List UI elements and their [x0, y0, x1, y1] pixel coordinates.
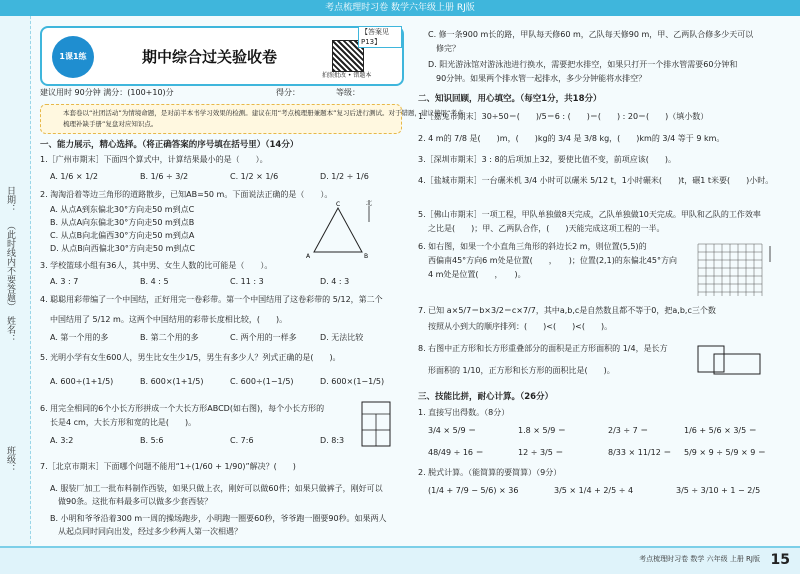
- grade-field: 等级：: [336, 88, 360, 97]
- tip-line-1: 本套卷以“社团活动”为情境命题，是对前半本书学习效果的检测。建议在用“考点梳理册兼题本”复习后进行测试。对于错题，建议使用“考点: [63, 109, 464, 117]
- step-calc-item: 3/5 ÷ 3/10 + 1 − 2/5: [676, 486, 761, 495]
- date-label: 日期：: [5, 186, 15, 213]
- page-title: 期中综合过关验收卷: [142, 48, 278, 66]
- fill-q6-line-1: 6. 如右图，如果一个小直角三角形的斜边长2 m，则位置(5,5)的: [418, 242, 647, 251]
- answer-tag: 【答案见P13】: [358, 26, 402, 48]
- q2-opt-b[interactable]: B. 从点A向东偏北30°方向走50 m到点B: [50, 218, 195, 227]
- footer-text: 考点梳理时习卷 数学 六年级 上册 RJ版: [639, 555, 760, 563]
- q2-opt-d[interactable]: D. 从点B向西偏北30°方向走50 m到点C: [50, 244, 196, 253]
- q3-text: 3. 学校篮球小组有36人，其中男、女生人数的比可能是（ ）。: [40, 261, 273, 270]
- q7-opt-c-cont: 修完？: [436, 44, 460, 53]
- q4-opt-c[interactable]: C. 两个用的一样多: [230, 333, 297, 342]
- q5-text: 5. 光明小学有女生600人，男生比女生少1/5，男生有多少人？列式正确的是( )。: [40, 353, 341, 362]
- triangle-diagram: [306, 200, 376, 260]
- calc-item: 12 ÷ 3/5 ＝: [518, 448, 564, 457]
- header-box: [40, 26, 404, 86]
- q7-opt-a-cont: 做90条。这批布料最多可以做多少套西装？: [58, 497, 213, 506]
- q7-opt-a[interactable]: A. 服装厂加工一批布料制作西装，如果只做上衣，刚好可以做60件；如果只做裤子，刚好可以: [50, 484, 383, 493]
- q2-text: 2. 淘淘沿着等边三角形的道路散步，已知AB=50 m。下面说法正确的是（ ）。: [40, 190, 333, 199]
- q4-opt-a[interactable]: A. 第一个用的多: [50, 333, 109, 342]
- north-label: 北: [366, 200, 373, 207]
- svg-text:A: A: [306, 253, 311, 260]
- calc-item: 3/4 × 5/9 ＝: [428, 426, 477, 435]
- q5-opt-b[interactable]: B. 600×(1+1/5): [140, 377, 204, 386]
- q2-opt-a[interactable]: A. 从点A到东偏北30°方向走50 m到点C: [50, 205, 195, 214]
- page-number: 15: [770, 552, 790, 568]
- step-calc-item: (1/4 + 7/9 − 5/6) × 36: [428, 486, 519, 495]
- q7-opt-c[interactable]: C. 修一条900 m长的路，甲队每天修60 m，乙队每天修90 m，甲、乙两队合修多少天可以: [428, 30, 754, 39]
- fill-q7-line-1: 7. 已知 a×5/7＝b×3/2＝c×7/7，其中a,b,c是自然数且都不等于0，把a,b,c三个数: [418, 306, 716, 315]
- step-calc-item: 3/5 × 1/4 + 2/5 ÷ 4: [554, 486, 634, 495]
- q3-opt-b[interactable]: B. 4 : 5: [140, 277, 169, 286]
- calc-q2-title: 2. 脱式计算。（能简算的要简算）（9分）: [418, 468, 562, 477]
- top-banner: 考点梳理时习卷 数学六年级上册 RJ版: [0, 0, 800, 16]
- fill-q3: 3.［深圳市期末］3 : 8的后项加上32，要使比值不变，前项应该( )。: [418, 155, 677, 164]
- q1-opt-a[interactable]: A. 1/6 × 1/2: [50, 172, 98, 181]
- q1-opt-c[interactable]: C. 1/2 × 1/6: [230, 172, 279, 181]
- q4-opt-d[interactable]: D. 无法比较: [320, 333, 364, 342]
- left-binding-strip: [0, 16, 31, 574]
- q4-opt-b[interactable]: B. 第二个用的多: [140, 333, 199, 342]
- q6-opt-b[interactable]: B. 5:6: [140, 436, 164, 445]
- calc-item: 1.8 × 5/9 ＝: [518, 426, 566, 435]
- calc-item: 1/6 + 5/6 × 3/5 ＝: [684, 426, 757, 435]
- name-label: 姓名：: [5, 316, 15, 343]
- q6-opt-a[interactable]: A. 3:2: [50, 436, 74, 445]
- q3-opt-a[interactable]: A. 3 : 7: [50, 277, 79, 286]
- rectangle-diagram: [358, 398, 394, 450]
- calc-item: 2/3 ÷ 7 ＝: [608, 426, 649, 435]
- section-1-title: 一、能力展示，精心选择。（将正确答案的序号填在括号里）（14分）: [40, 140, 299, 150]
- q7-opt-b[interactable]: B. 小明和爷爷沿着300 m一周的操场跑步，小明跑一圈要60秒，爷爷跑一圈要90秒。如果两人: [50, 514, 387, 523]
- fill-q5-line-1: 5.［佛山市期末］一项工程，甲队单独做8天完成，乙队单独做10天完成。甲队和乙队的工作效率: [418, 210, 761, 219]
- fill-q7-line-2: 按照从小到大的顺序排列：( )<( )<( )。: [428, 322, 613, 331]
- q7-opt-d[interactable]: D. 阳光游泳馆对游泳池进行换水，需要把水排空，如果只打开一个排水管需要60分钟和: [428, 60, 738, 69]
- overlap-diagram: [694, 342, 764, 378]
- section-2-title: 二、知识回顾，用心填空。（每空1分，共18分）: [418, 94, 602, 104]
- svg-text:B: B: [364, 253, 369, 260]
- q4-line-1: 4. 聪聪用彩带编了一个中国结，正好用完一卷彩带。第一个中国结用了这卷彩带的 5/12，第二个: [40, 295, 383, 304]
- fill-q5-line-2: 之比是( )；甲、乙两队合作，( )天能完成这项工程的一半。: [428, 224, 665, 233]
- brand-logo: 1课1练: [52, 36, 94, 78]
- fill-q1: 1.［嘉兔市期末］30÷50＝( )/5＝6 : ( )＝( ) : 20＝( )（填小数）: [418, 112, 709, 121]
- tip-box: [40, 104, 464, 134]
- svg-text:C: C: [336, 201, 341, 208]
- q1-opt-b[interactable]: B. 1/6 ÷ 3/2: [140, 172, 189, 181]
- q7-opt-b-cont: 从起点同时同向出发，经过多少秒两人第一次相遇？: [58, 527, 242, 536]
- section-3-title: 三、技能比拼，耐心计算。（26分）: [418, 392, 554, 402]
- time-score-meta: 建议用时 90分钟 满分：(100+10)分: [40, 88, 174, 97]
- binding-note: （此时线内不要答题）: [5, 221, 15, 311]
- fill-q8-line-2: 形面积的 1/10，正方形和长方形的面积比是( )。: [428, 366, 615, 375]
- fill-q2: 2. 4 m的 7/8 是( )m，( )kg的 3/4 是 3/8 kg，( )km的 3/4 等于 9 km。: [418, 134, 725, 143]
- q4-line-2: 中国结用了 5/12 m。这两个中国结用的彩带长度相比较，( )。: [50, 315, 288, 324]
- q7-text: 7.［北京市期末］下面哪个问题不能用“1÷(1/60 + 1/90)”解决？( ): [40, 462, 296, 471]
- class-label: 班级：: [5, 446, 15, 473]
- q3-opt-c[interactable]: C. 11 : 3: [230, 277, 264, 286]
- q7-opt-d-cont: 90分钟。如果两个排水管一起排水，多少分钟能将水排空？: [436, 74, 647, 83]
- fill-q6-line-3: 4 m处是位置( ， )。: [428, 270, 526, 279]
- q3-opt-d[interactable]: D. 4 : 3: [320, 277, 350, 286]
- grid-diagram: [696, 242, 776, 300]
- q6-opt-c[interactable]: C. 7:6: [230, 436, 254, 445]
- calc-item: 5/9 × 9 ÷ 5/9 × 9 ＝: [684, 448, 766, 457]
- score-field: 得分：: [276, 88, 300, 97]
- q5-opt-c[interactable]: C. 600÷(1−1/5): [230, 377, 294, 386]
- q2-opt-c[interactable]: C. 从点B向北偏西30°方向走50 m到点A: [50, 231, 195, 240]
- fill-q4: 4.［盐城市期末］一台碾米机 3/4 小时可以碾米 5/12 t，1小时碾米( )t，碾1 t米要( )小时。: [418, 176, 774, 185]
- fill-q8-line-1: 8. 右图中正方形和长方形重叠部分的面积是正方形面积的 1/4，是长方: [418, 344, 668, 353]
- q6-opt-d[interactable]: D. 8:3: [320, 436, 345, 445]
- tip-line-2: 梳理补缺手册”复盘对应知识点。: [63, 120, 158, 128]
- qr-label: 拍照批改 • 错题本: [322, 72, 372, 79]
- q6-line-1: 6. 用完全相同的6个小长方形拼成一个大长方形ABCD(如右图)，每个小长方形的: [40, 404, 325, 413]
- fill-q6-line-2: 西偏南45°方向6 m处是位置( ， )；位置(2,1)的东偏北45°方向: [428, 256, 677, 265]
- q5-opt-d[interactable]: D. 600×(1−1/5): [320, 377, 385, 386]
- q1-opt-d[interactable]: D. 1/2 ÷ 1/6: [320, 172, 369, 181]
- q1-text: 1.［广州市期末］下面四个算式中，计算结果最小的是（ ）。: [40, 155, 268, 164]
- q6-line-2: 长是4 cm，大长方形和宽的比是( )。: [50, 418, 197, 427]
- calc-item: 8/33 × 11/12 ＝: [608, 448, 672, 457]
- q5-opt-a[interactable]: A. 600÷(1+1/5): [50, 377, 114, 386]
- calc-q1-title: 1. 直接写出得数。（8分）: [418, 408, 510, 417]
- calc-item: 48/49 ÷ 16 ＝: [428, 448, 484, 457]
